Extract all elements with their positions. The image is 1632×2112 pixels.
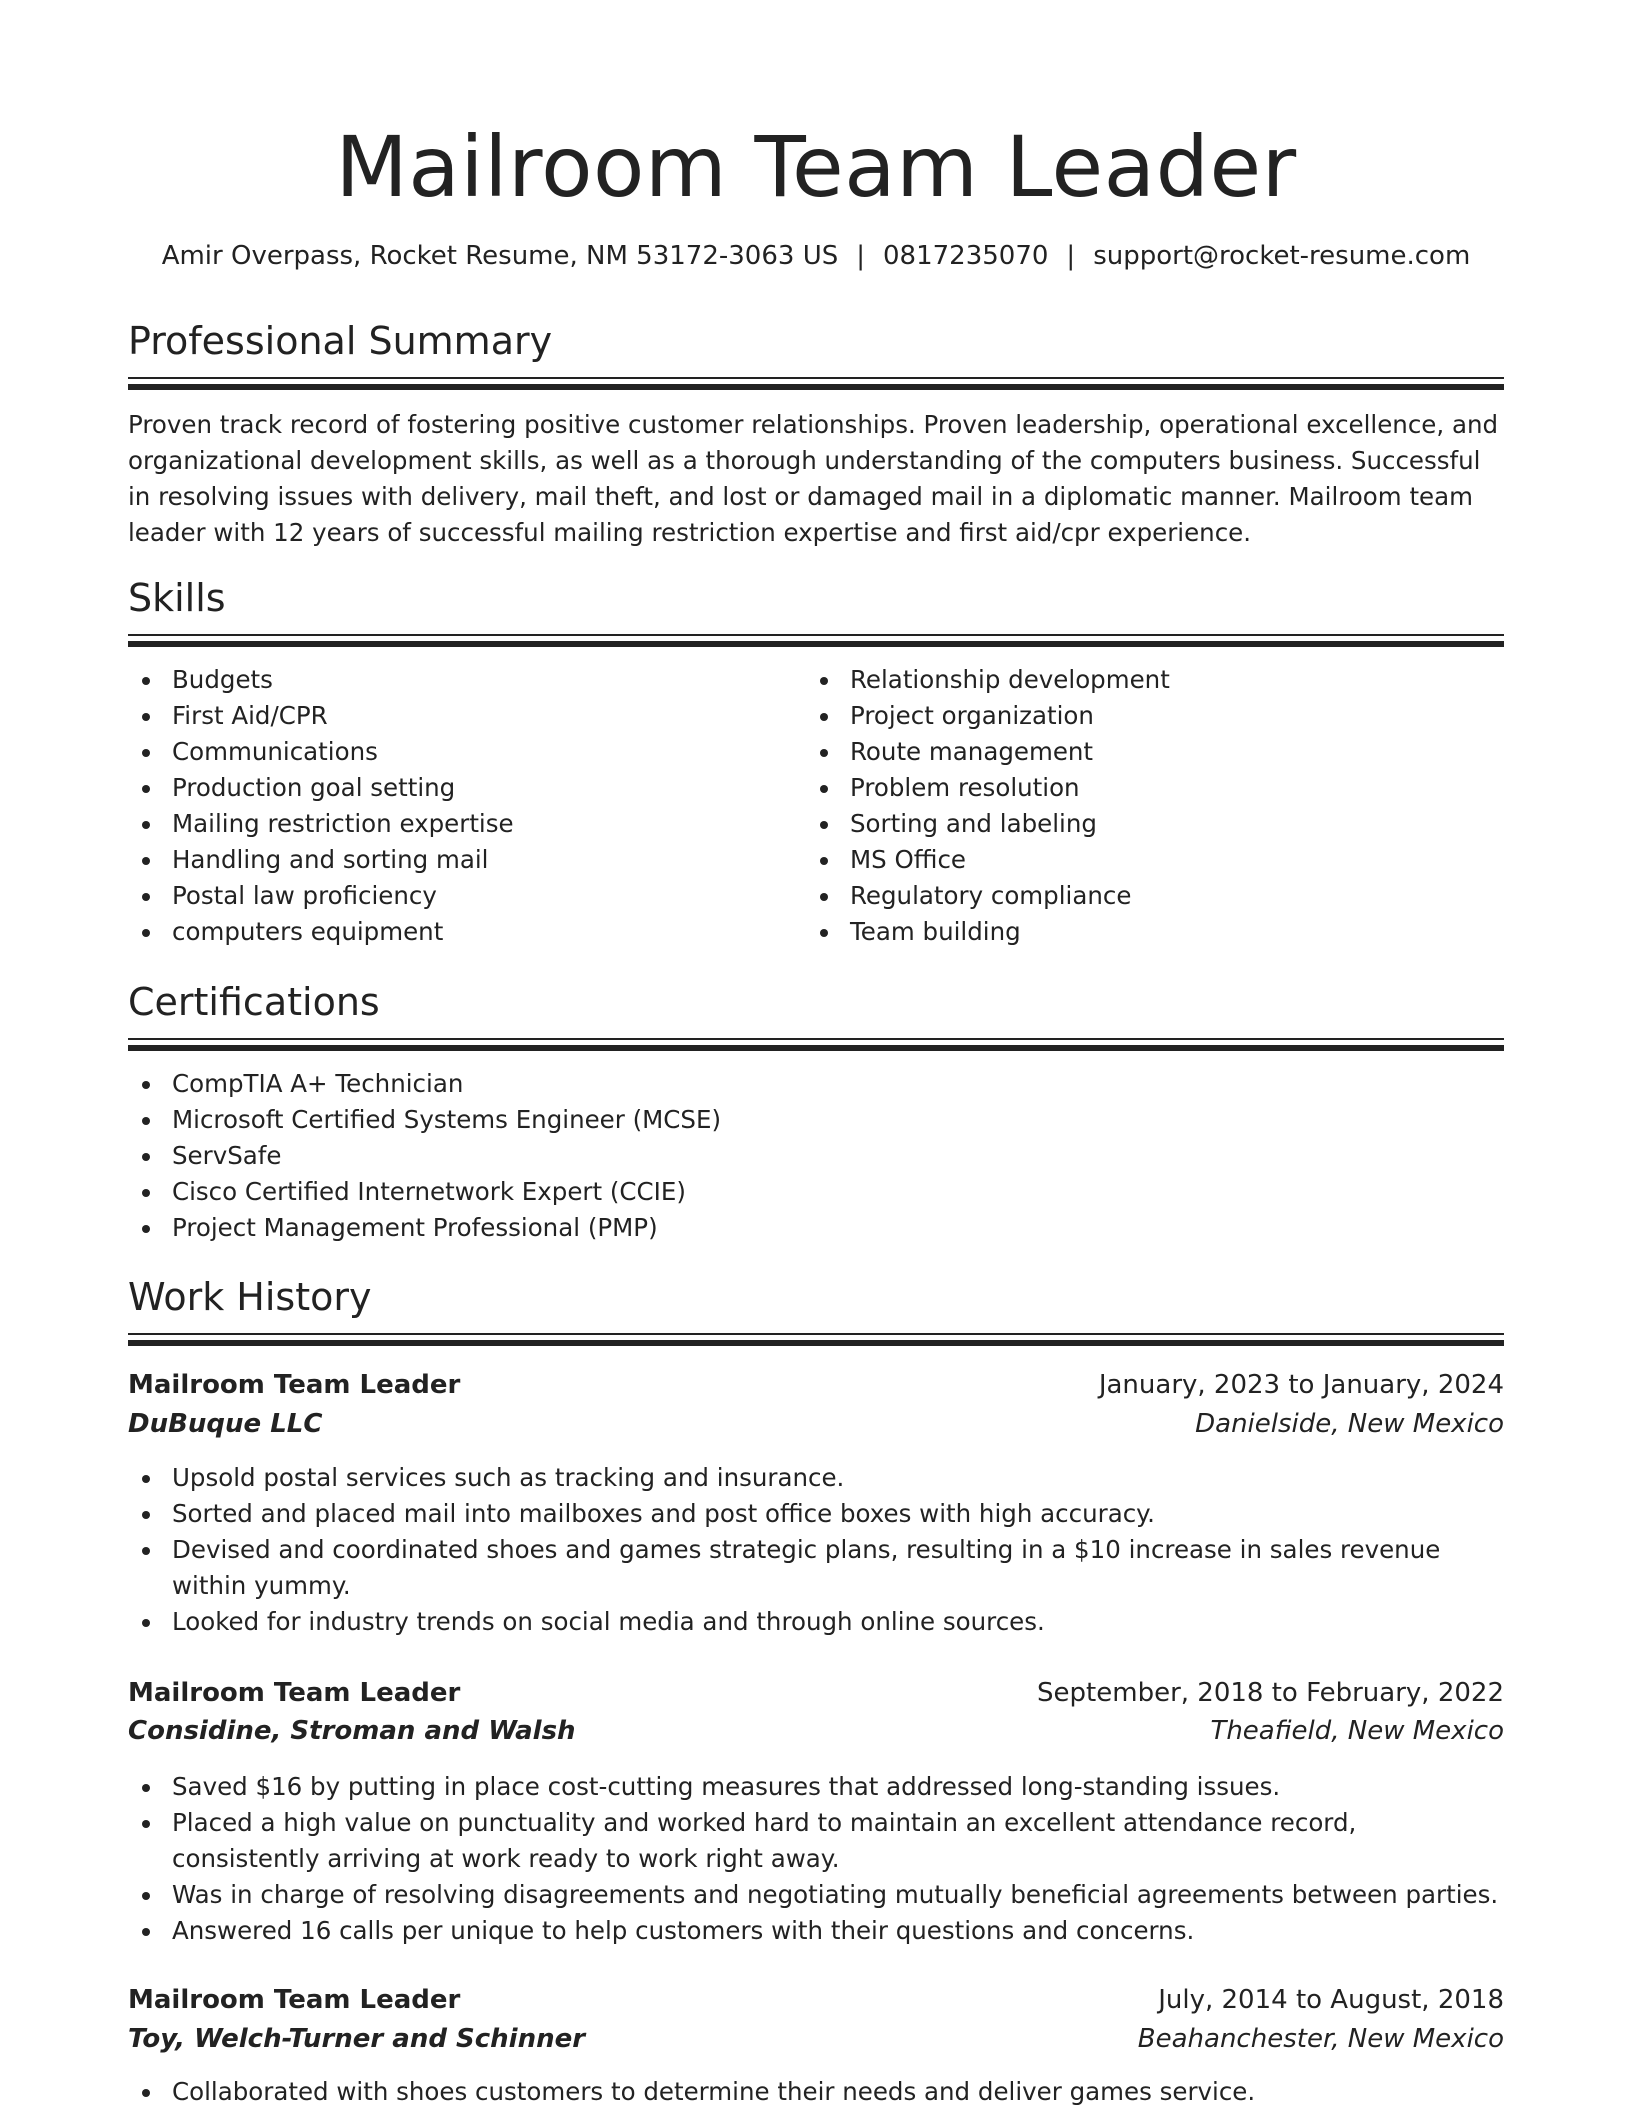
skills-list-right: [806, 662, 1466, 950]
skill-item: Communications: [128, 734, 788, 770]
skill-item: Relationship development: [806, 662, 1466, 698]
skill-item: Route management: [806, 734, 1466, 770]
skill-item: Team building: [806, 914, 1466, 950]
section-divider: [128, 1333, 1504, 1345]
job-bullet: Placed a high value on punctuality and worked hard to maintain an excellent attendance record, consistently arriving at work ready to work right away.: [128, 1805, 1508, 1877]
job-bullet: Answered 16 calls per unique to help customers with their questions and concerns.: [128, 1913, 1508, 1949]
certification-item: Microsoft Certified Systems Engineer (MCSE): [128, 1102, 1504, 1138]
resume-name-title: Mailroom Team Leader: [335, 118, 1297, 216]
contact-address: Amir Overpass, Rocket Resume, NM 53172-3063 US: [161, 241, 839, 271]
contact-phone: 0817235070: [883, 241, 1049, 271]
section-title-skills: Skills: [128, 576, 226, 620]
job-company: DuBuque LLC: [128, 1409, 323, 1439]
job-bullet: Collaborated with shoes customers to determine their needs and deliver games service.: [128, 2074, 1508, 2110]
section-divider: [128, 1038, 1504, 1050]
job-location: Theafield, New Mexico: [1210, 1716, 1504, 1746]
contact-separator: |: [856, 241, 865, 271]
skill-item: Budgets: [128, 662, 788, 698]
certification-item: Cisco Certified Internetwork Expert (CCIE): [128, 1174, 1504, 1210]
section-title-work-history: Work History: [128, 1275, 372, 1319]
skill-item: First Aid/CPR: [128, 698, 788, 734]
job-dates: January, 2023 to January, 2024: [1098, 1370, 1504, 1400]
skill-item: Postal law proficiency: [128, 878, 788, 914]
skill-item: Project organization: [806, 698, 1466, 734]
skill-item: Regulatory compliance: [806, 878, 1466, 914]
job-location: Beahanchester, New Mexico: [1137, 2024, 1504, 2054]
certification-item: CompTIA A+ Technician: [128, 1066, 1504, 1102]
skills-list-left: [128, 662, 788, 950]
section-title-summary: Professional Summary: [128, 319, 553, 363]
skill-item: MS Office: [806, 842, 1466, 878]
section-divider: [128, 634, 1504, 646]
job-bullets: [128, 1769, 1508, 1949]
certification-item: Project Management Professional (PMP): [128, 1210, 1504, 1246]
job-company: Considine, Stroman and Walsh: [128, 1716, 576, 1746]
job-bullet: Was in charge of resolving disagreements and negotiating mutually beneficial agreements between parties.: [128, 1877, 1508, 1913]
contact-email[interactable]: support@rocket-resume.com: [1093, 241, 1471, 271]
job-title: Mailroom Team Leader: [128, 1985, 461, 2015]
skill-item: Sorting and labeling: [806, 806, 1466, 842]
job-dates: September, 2018 to February, 2022: [1037, 1678, 1504, 1708]
section-title-certifications: Certifications: [128, 980, 380, 1024]
contact-separator: |: [1066, 241, 1076, 271]
job-bullets: [128, 2074, 1508, 2110]
job-bullet: Saved $16 by putting in place cost-cutting measures that addressed long-standing issues.: [128, 1769, 1508, 1805]
job-location: Danielside, New Mexico: [1195, 1409, 1504, 1439]
certifications-list: [128, 1066, 1504, 1246]
skill-item: Handling and sorting mail: [128, 842, 788, 878]
job-bullet: Devised and coordinated shoes and games strategic plans, resulting in a $10 increase in sales revenue within yummy.: [128, 1532, 1508, 1604]
job-bullets: [128, 1460, 1508, 1640]
job-bullet: Looked for industry trends on social media and through online sources.: [128, 1604, 1508, 1640]
job-dates: July, 2014 to August, 2018: [1158, 1985, 1504, 2015]
skill-item: Mailing restriction expertise: [128, 806, 788, 842]
job-bullet: Sorted and placed mail into mailboxes and post office boxes with high accuracy.: [128, 1496, 1508, 1532]
job-title: Mailroom Team Leader: [128, 1370, 461, 1400]
skill-item: Production goal setting: [128, 770, 788, 806]
skill-item: computers equipment: [128, 914, 788, 950]
contact-line: [0, 240, 1632, 272]
job-title: Mailroom Team Leader: [128, 1678, 461, 1708]
section-divider: [128, 377, 1504, 389]
job-company: Toy, Welch-Turner and Schinner: [128, 2024, 586, 2054]
summary-text: Proven track record of fostering positive customer relationships. Proven leadership, operational excellence, and organizational development skills, as well as a thorough understanding of the computers business. Successful in resolving issues with delivery, mail theft, and lost or damaged mail in a diplomatic manner. Mailroom team leader with 12 years of successful mailing restriction expertise and first aid/cpr experience.: [128, 410, 1499, 547]
skill-item: Problem resolution: [806, 770, 1466, 806]
certification-item: ServSafe: [128, 1138, 1504, 1174]
job-bullet: Upsold postal services such as tracking and insurance.: [128, 1460, 1508, 1496]
